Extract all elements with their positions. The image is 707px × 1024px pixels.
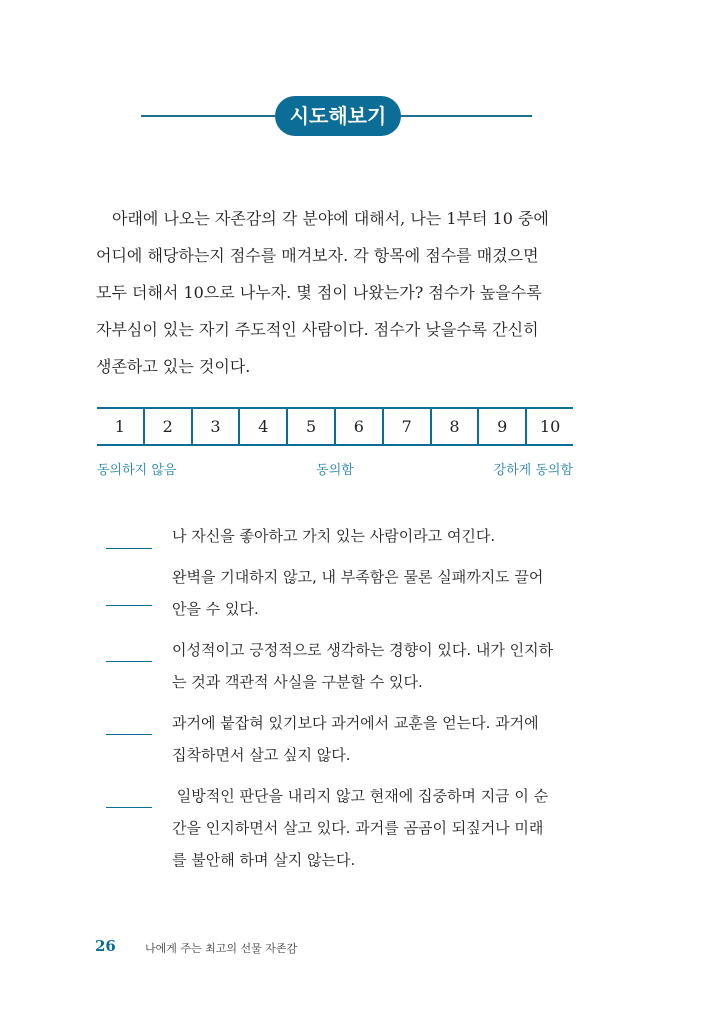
page-number: 26 xyxy=(95,937,116,955)
scale-cell: 8 xyxy=(430,409,478,444)
scale-cell: 6 xyxy=(334,409,382,444)
statement-line: 과거에 붙잡혀 있기보다 과거에서 교훈을 얻는다. 과거에 xyxy=(172,714,539,732)
scale-cell: 4 xyxy=(238,409,286,444)
scale-labels xyxy=(97,459,573,479)
scale-cell: 3 xyxy=(191,409,239,444)
scale-cell: 9 xyxy=(477,409,525,444)
intro-paragraph xyxy=(96,200,580,385)
scale-label-agree: 동의함 xyxy=(316,463,354,478)
scale-cell: 10 xyxy=(525,409,573,444)
section-title: 시도해보기 xyxy=(275,96,401,136)
section-header xyxy=(141,96,532,136)
intro-line: 생존하고 있는 것이다. xyxy=(96,357,251,376)
statement-line: 안을 수 있다. xyxy=(172,600,259,618)
statement-list xyxy=(100,520,580,885)
intro-line: 아래에 나오는 자존감의 각 분야에 대해서, 나는 1부터 10 중에 xyxy=(112,209,549,228)
statement-line: 나 자신을 좋아하고 가치 있는 사람이라고 여긴다. xyxy=(172,527,496,545)
scale-label-strongly-agree: 강하게 동의함 xyxy=(493,463,573,478)
statement-line: 는 것과 객관적 사실을 구분할 수 있다. xyxy=(172,673,423,691)
score-blank[interactable] xyxy=(106,661,152,662)
score-blank[interactable] xyxy=(106,548,152,549)
statement-line: 간을 인지하면서 살고 있다. 과거를 곰곰이 되짚거나 미래 xyxy=(172,819,544,837)
statement-item xyxy=(100,520,580,552)
rating-scale xyxy=(97,407,573,446)
statement-item xyxy=(100,707,580,771)
scale-cell: 7 xyxy=(382,409,430,444)
statement-text xyxy=(172,780,580,876)
intro-line: 어디에 해당하는지 점수를 매겨보자. 각 항목에 점수를 매겼으면 xyxy=(96,246,539,265)
statement-line: 이성적이고 긍정적으로 생각하는 경향이 있다. 내가 인지하 xyxy=(172,641,554,659)
statement-text xyxy=(172,520,580,552)
book-title: 나에게 주는 최고의 선물 자존감 xyxy=(145,942,298,955)
statement-text xyxy=(172,561,580,625)
statement-text xyxy=(172,707,580,771)
statement-line: 를 불안해 하며 살지 않는다. xyxy=(172,851,356,869)
statement-line: 일방적인 판단을 내리지 않고 현재에 집중하며 지금 이 순 xyxy=(172,787,549,805)
scale-label-disagree: 동의하지 않음 xyxy=(97,463,177,478)
scale-cell: 2 xyxy=(143,409,191,444)
statement-line: 완벽을 기대하지 않고, 내 부족함은 물론 실패까지도 끌어 xyxy=(172,568,544,586)
intro-line: 모두 더해서 10으로 나누자. 몇 점이 나왔는가? 점수가 높을수록 xyxy=(96,283,542,302)
statement-item xyxy=(100,561,580,625)
intro-line: 자부심이 있는 자기 주도적인 사람이다. 점수가 낮을수록 간신히 xyxy=(96,320,539,339)
statement-line: 집착하면서 살고 싶지 않다. xyxy=(172,746,351,764)
score-blank[interactable] xyxy=(106,734,152,735)
score-blank[interactable] xyxy=(106,605,152,606)
statement-text xyxy=(172,634,580,698)
statement-item xyxy=(100,780,580,876)
score-blank[interactable] xyxy=(106,807,152,808)
scale-cell: 5 xyxy=(286,409,334,444)
scale-cell: 1 xyxy=(114,417,125,436)
statement-item xyxy=(100,634,580,698)
